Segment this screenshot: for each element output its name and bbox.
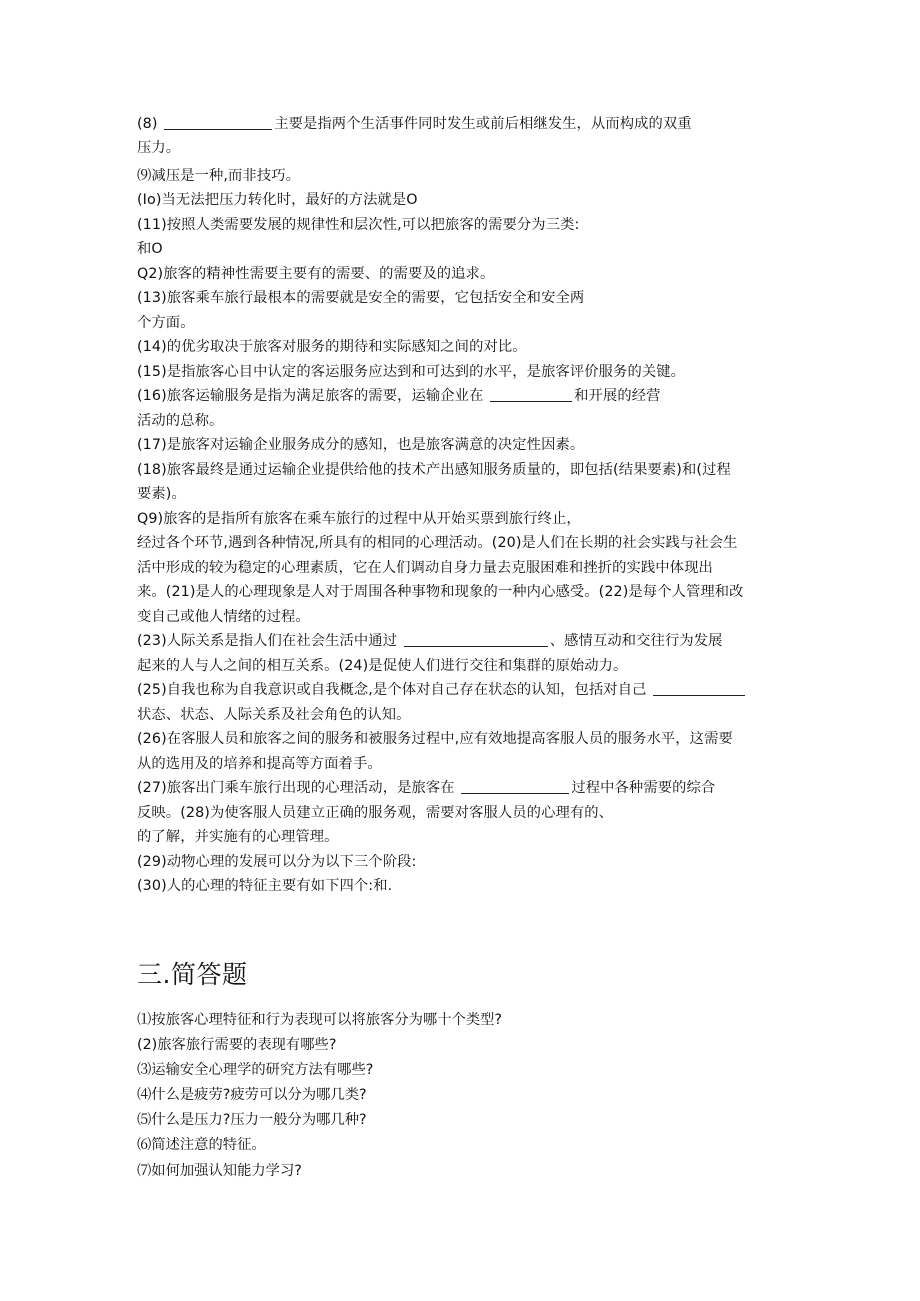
fill-blank-line-10: (Io)当无法把压力转化时，最好的方法就是O — [137, 192, 418, 208]
fill-blank-line-17: (17)是旅客对运输企业服务成分的感知，也是旅客满意的决定性因素。 — [137, 437, 585, 453]
question-item: ⑹简述注意的特征。 — [137, 1137, 266, 1153]
text-line: 压力。 — [137, 140, 181, 156]
fill-blank-line-25 — [137, 680, 747, 700]
text-line: 的了解，并实施有的心理管理。 — [137, 829, 339, 845]
item-text: (16)旅客运输服务是指为满足旅客的需要，运输企业在 — [137, 388, 484, 404]
text-line: 要素)。 — [137, 486, 186, 502]
fill-blank-line-16 — [137, 386, 661, 406]
item-text: 主要是指两个生活事件同时发生或前后相继发生，从而构成的双重 — [274, 116, 692, 132]
answer-blank — [490, 387, 572, 402]
fill-blank-line-11: (11)按照人类需要发展的规律性和层次性,可以把旅客的需要分为三类: — [137, 217, 580, 233]
section-heading: 三.简答题 — [137, 960, 248, 989]
answer-blank — [653, 681, 745, 696]
text-line: 变自己或他人情绪的过程。 — [137, 609, 310, 625]
question-item: ⑴按旅客心理特征和行为表现可以将旅客分为哪十个类型? — [137, 1012, 503, 1028]
fill-blank-line-8 — [137, 114, 692, 134]
fill-blank-line-15: (15)是指旅客心目中认定的客运服务应达到和可达到的水平，是旅客评价服务的关键。 — [137, 364, 686, 380]
question-item: ⑷什么是疲劳?疲劳可以分为哪几类? — [137, 1087, 367, 1103]
text-line: 经过各个环节,遇到各种情况,所具有的相同的心理活动。(20)是人们在长期的社会实践与社会生 — [137, 535, 738, 551]
fill-blank-line-12: Q2)旅客的精神性需要主要有的需要、的需要及的追求。 — [137, 266, 495, 282]
text-line: 和O — [137, 241, 163, 257]
item-text: 和开展的经营 — [574, 388, 661, 404]
item-text: 过程中各种需要的综合 — [571, 780, 716, 796]
fill-blank-line-30: (30)人的心理的特征主要有如下四个:和. — [137, 878, 393, 894]
fill-blank-line-26: (26)在客服人员和旅客之间的服务和被服务过程中,应有效地提高客服人员的服务水平，这需要 — [137, 731, 733, 747]
question-item: (2)旅客旅行需要的表现有哪些? — [137, 1037, 337, 1053]
fill-blank-line-18: (18)旅客最终是通过运输企业提供给他的技术产出感知服务质量的，即包括(结果要素)和(过程 — [137, 462, 731, 478]
item-text: (25)自我也称为自我意识或自我概念,是个体对自己存在状态的认知，包括对自己 — [137, 682, 647, 698]
text-line: 个方面。 — [137, 315, 195, 331]
fill-blank-line-14: (14)的优劣取决于旅客对服务的期待和实际感知之间的对比。 — [137, 339, 527, 355]
question-item: ⑶运输安全心理学的研究方法有哪些? — [137, 1062, 374, 1078]
item-text: (27)旅客出门乘车旅行出现的心理活动，是旅客在 — [137, 780, 455, 796]
text-line: 反映。(28)为使客服人员建立正确的服务观，需要对客服人员的心理有的、 — [137, 805, 614, 821]
answer-blank — [164, 115, 272, 130]
fill-blank-line-27 — [137, 778, 715, 798]
answer-blank — [404, 632, 548, 647]
fill-blank-line-13: (13)旅客乘车旅行最根本的需要就是安全的需要，它包括安全和安全两 — [137, 290, 585, 306]
question-item: ⑺如何加强认知能力学习? — [137, 1163, 302, 1179]
text-line: 起来的人与人之间的相互关系。(24)是促使人们进行交往和集群的原始动力。 — [137, 658, 628, 674]
text-line: 状态、状态、人际关系及社会角色的认知。 — [137, 707, 411, 723]
text-line: 从的选用及的培养和提高等方面着手。 — [137, 756, 382, 772]
fill-blank-line-29: (29)动物心理的发展可以分为以下三个阶段: — [137, 854, 417, 870]
fill-blank-line-23 — [137, 631, 723, 651]
item-text: (23)人际关系是指人们在社会生活中通过 — [137, 633, 398, 649]
answer-blank — [461, 779, 569, 794]
item-number: (8) — [137, 116, 158, 132]
text-line: 活动的总称。 — [137, 413, 224, 429]
text-line: 活中形成的较为稳定的心理素质，它在人们调动自身力量去克服困难和挫折的实践中体现出 — [137, 560, 713, 576]
fill-blank-line-19: Q9)旅客的是指所有旅客在乘车旅行的过程中从开始买票到旅行终止， — [137, 511, 581, 527]
item-text: 、感情互动和交往行为发展 — [549, 633, 723, 649]
question-item: ⑸什么是压力?压力一般分为哪几种? — [137, 1112, 367, 1128]
text-line: 来。(21)是人的心理现象是人对于周围各种事物和现象的一种内心感受。(22)是每个人管理和改 — [137, 584, 744, 600]
fill-blank-line-9: ⑼减压是一种,而非技巧。 — [137, 168, 301, 184]
